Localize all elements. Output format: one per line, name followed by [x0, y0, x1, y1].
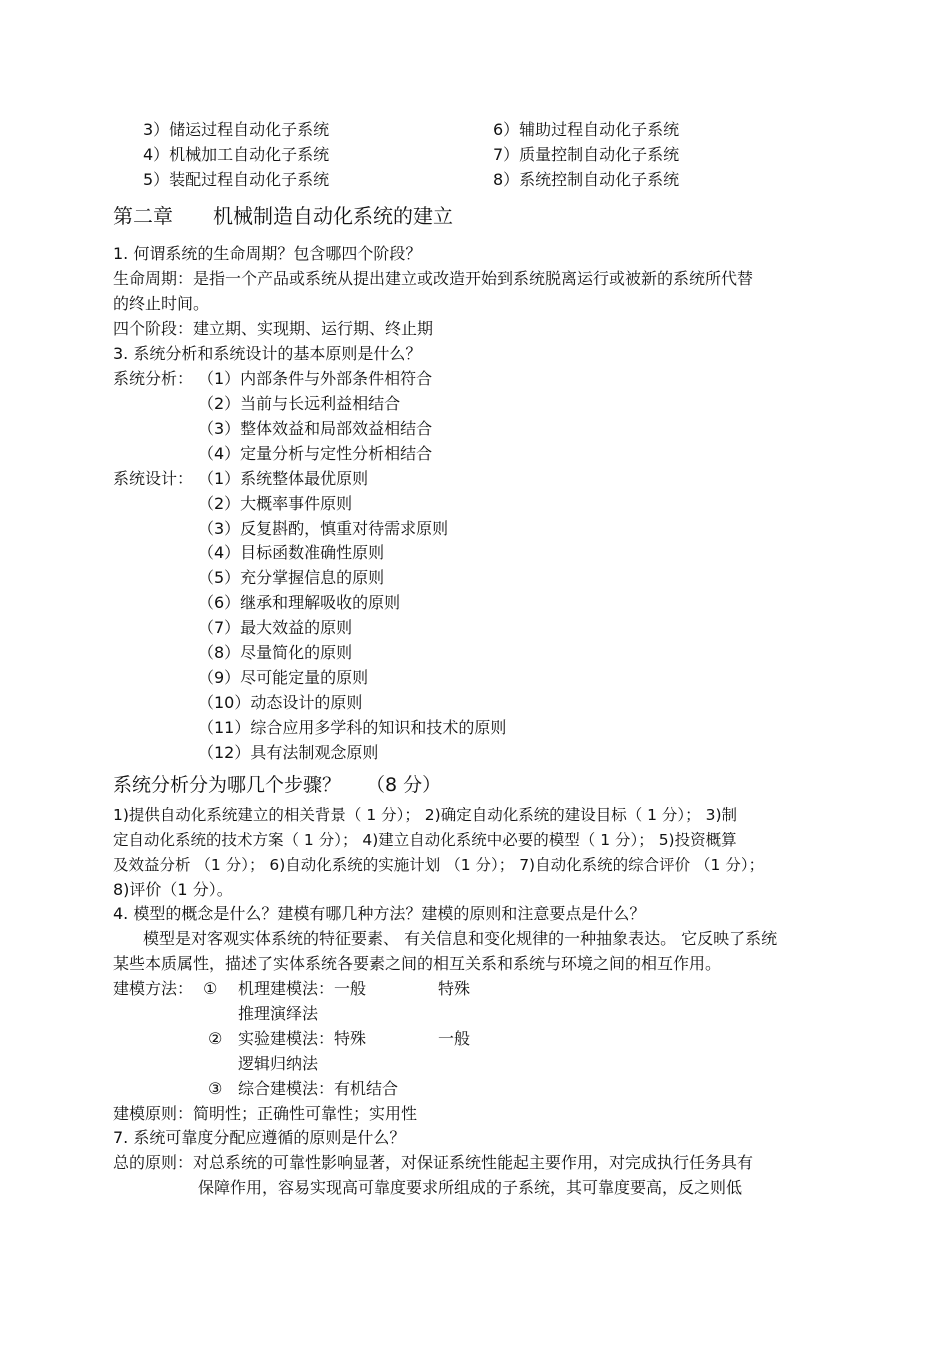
- list-item: （1）内部条件与外部条件相符合: [198, 369, 433, 388]
- list-item: （3）反复斟酌，慎重对待需求原则: [198, 519, 449, 538]
- chapter-number: 第二章: [113, 204, 173, 228]
- list-item: 一般: [438, 1029, 471, 1048]
- list-item: （3）整体效益和局部效益相结合: [198, 419, 433, 438]
- list-item: 4）机械加工自动化子系统: [143, 145, 330, 164]
- principles-line: 建模原则：简明性；正确性可靠性；实用性: [113, 1104, 418, 1123]
- list-item: （2）大概率事件原则: [198, 494, 353, 513]
- list-item: 特殊: [438, 979, 471, 998]
- list-item: （6）继承和理解吸收的原则: [198, 593, 401, 612]
- answer-line: 生命周期：是指一个产品或系统从提出建立或改造开始到系统脱离运行或被新的系统所代替: [113, 269, 754, 288]
- list-item: 机理建模法：一般: [238, 979, 367, 998]
- paragraph-line: 某些本质属性，描述了实体系统各要素之间的相互关系和系统与环境之间的相互作用。: [113, 954, 722, 973]
- design-label: 系统设计：: [113, 469, 194, 488]
- paragraph-line: 8)评价（1 分）。: [113, 880, 233, 899]
- list-number: ③: [208, 1079, 223, 1098]
- list-item: 5）装配过程自动化子系统: [143, 170, 330, 189]
- list-item: （4）目标函数准确性原则: [198, 543, 385, 562]
- list-item: 7）质量控制自动化子系统: [493, 145, 680, 164]
- list-item: 逻辑归纳法: [238, 1054, 319, 1073]
- question-4: 4. 模型的概念是什么？建模有哪几种方法？建模的原则和注意要点是什么？: [113, 904, 646, 923]
- list-item: （2）当前与长远利益相结合: [198, 394, 401, 413]
- question-1: 1. 何谓系统的生命周期？包含哪四个阶段？: [113, 244, 422, 263]
- list-number: ②: [208, 1029, 223, 1048]
- paragraph-line: 1)提供自动化系统建立的相关背景（ 1 分）； 2)确定自动化系统的建设目标（ 1 分）； 3)制: [113, 806, 738, 824]
- list-item: （10）动态设计的原则: [198, 693, 363, 712]
- paragraph-line: 保障作用，容易实现高可靠度要求所组成的子系统，其可靠度要高，反之则低: [198, 1178, 743, 1197]
- question-3: 3. 系统分析和系统设计的基本原则是什么？: [113, 344, 422, 363]
- list-item: （5）充分掌握信息的原则: [198, 568, 385, 587]
- paragraph-line: 及效益分析 （1 分）； 6)自动化系统的实施计划 （1 分）； 7)自动化系统的综合评价 （1 分）；: [113, 856, 765, 874]
- question-7: 7. 系统可靠度分配应遵循的原则是什么？: [113, 1128, 406, 1147]
- steps-score: （8 分）: [366, 774, 442, 796]
- paragraph-line: 模型是对客观实体系统的特征要素、 有关信息和变化规律的一种抽象表达。 它反映了系统: [143, 929, 778, 948]
- chapter-title: 机械制造自动化系统的建立: [213, 204, 453, 228]
- list-item: （4）定量分析与定性分析相结合: [198, 444, 433, 463]
- list-item: 3）储运过程自动化子系统: [143, 120, 330, 139]
- methods-label: 建模方法：: [113, 979, 194, 998]
- list-item: （11）综合应用多学科的知识和技术的原则: [198, 718, 507, 737]
- list-item: （9）尽可能定量的原则: [198, 668, 369, 687]
- paragraph-line: 总的原则：对总系统的可靠性影响显著，对保证系统性能起主要作用，对完成执行任务具有: [113, 1153, 754, 1172]
- list-item: 实验建模法：特殊: [238, 1029, 367, 1048]
- stages-line: 四个阶段：建立期、实现期、运行期、终止期: [113, 319, 434, 338]
- list-number: ①: [203, 979, 218, 998]
- list-item: 6）辅助过程自动化子系统: [493, 120, 680, 139]
- list-item: 综合建模法：有机结合: [238, 1079, 399, 1098]
- analysis-label: 系统分析：: [113, 369, 194, 388]
- answer-line: 的终止时间。: [113, 294, 210, 313]
- paragraph-line: 定自动化系统的技术方案（ 1 分）； 4)建立自动化系统中必要的模型（ 1 分）； 5)投资概算: [113, 831, 737, 849]
- list-item: （7）最大效益的原则: [198, 618, 353, 637]
- list-item: （12）具有法制观念原则: [198, 743, 379, 762]
- list-item: （1）系统整体最优原则: [198, 469, 369, 488]
- steps-heading: 系统分析分为哪几个步骤？: [113, 774, 342, 796]
- list-item: 推理演绎法: [238, 1004, 319, 1023]
- list-item: 8）系统控制自动化子系统: [493, 170, 680, 189]
- list-item: （8）尽量简化的原则: [198, 643, 353, 662]
